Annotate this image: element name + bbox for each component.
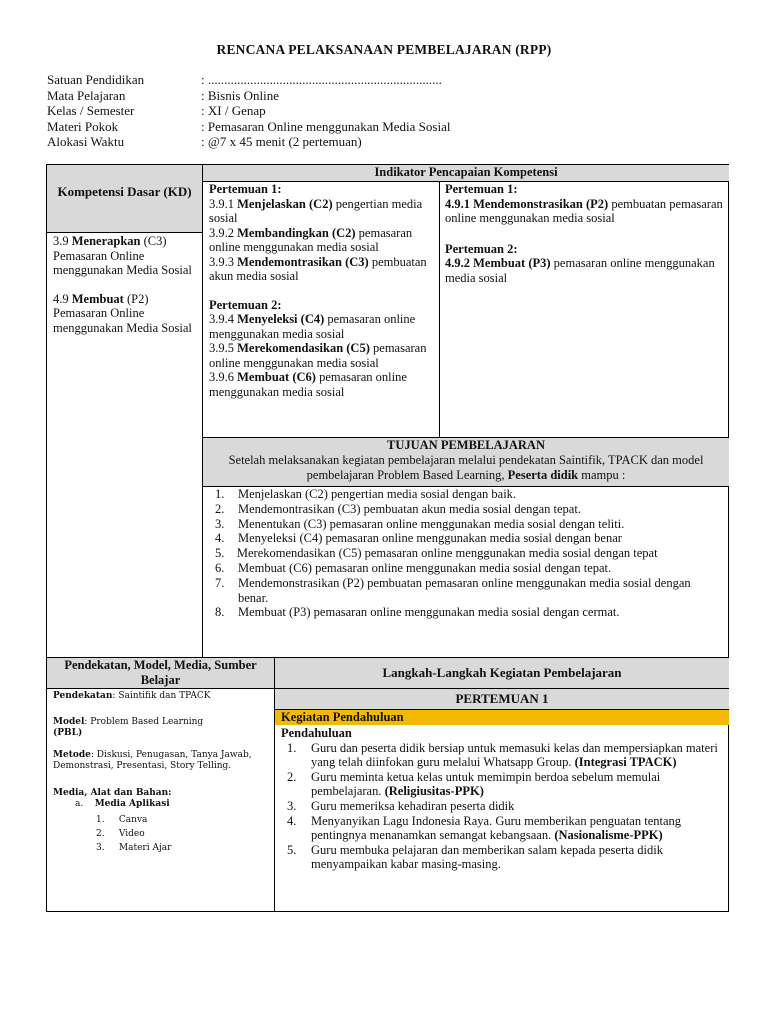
- kd-item: [53, 234, 198, 278]
- indicator-verb: Menjelaskan (C2): [237, 196, 333, 211]
- tujuan-item-text: Menjelaskan (C2) pengertian media sosial dengan baik.: [238, 487, 517, 501]
- indicator-text: pemasaran online menggunakan media sosial: [209, 225, 413, 254]
- pendekatan-label: Pendekatan: [53, 691, 113, 701]
- ipk-skill-column: [445, 182, 725, 285]
- step-tag: (Religiusitas-PPK): [384, 784, 484, 799]
- info-value: : @7 x 45 menit (2 pertemuan): [201, 134, 362, 149]
- step-item: 1. Guru dan peserta didik bersiap untuk memasuki kelas dan mempersiapkan materi yang telah diinfokan guru melalui Whatsapp Group. (Integrasi TPACK): [287, 740, 718, 770]
- meeting-2-title: Pertemuan 2:: [445, 241, 518, 256]
- info-label: Satuan Pendidikan: [47, 72, 145, 87]
- media-item: 1. Canva: [96, 815, 148, 825]
- steps-header: [275, 658, 729, 688]
- indicator-verb: Membuat (C6): [237, 370, 316, 384]
- metode-line: [53, 750, 271, 772]
- kd-list: [53, 234, 198, 335]
- indicator-text: pemasaran online menggunakan media sosial: [209, 341, 427, 370]
- info-row: [47, 134, 450, 150]
- info-value: : Bisnis Online: [201, 87, 280, 103]
- indicator-number: 4.9.1: [445, 196, 474, 211]
- tujuan-item: 5. Merekomendasikan (C5) pemasaran online menggunakan media sosial dengan tepat: [215, 546, 658, 561]
- indicator-item: [209, 341, 435, 370]
- tujuan-item: 1. Menjelaskan (C2) pengertian media sosial dengan baik.: [215, 487, 517, 501]
- info-label: Materi Pokok: [47, 118, 119, 134]
- indicator-item: [445, 197, 725, 226]
- kd-verb: Menerapkan: [71, 234, 141, 248]
- kd-header-label: Kompetensi Dasar (KD): [57, 184, 192, 199]
- indicator-text: pembuatan akun media sosial: [209, 254, 427, 283]
- step-item: 2. Guru meminta ketua kelas untuk memimpin berdoa sebelum memulai pembelajaran. (Religiusitas-PPK): [287, 769, 661, 799]
- opening-steps: [281, 726, 721, 872]
- indicator-verb: Merekomendasikan (C5): [237, 341, 370, 355]
- kd-level: (C3): [140, 234, 167, 248]
- indicator-number: 3.9.2: [209, 225, 238, 240]
- info-row: [47, 88, 450, 104]
- tujuan-item-text: Mendemonstrasikan (P2) pembuatan pemasaran online menggunakan media sosial dengan benar.: [238, 575, 691, 605]
- kd-number: 3.9: [53, 234, 72, 248]
- indicator-text: pengertian media sosial: [209, 196, 423, 225]
- step-text: Guru membuka pelajaran dan memberikan salam kepada peserta didik menyampaikan kabar masing-masing.: [311, 842, 663, 872]
- document-title: RENCANA PELAKSANAAN PEMBELAJARAN (RPP): [216, 42, 552, 57]
- info-label: Mata Pelajaran: [47, 87, 126, 103]
- media-sub: [53, 799, 271, 810]
- step-text: Guru memeriksa kehadiran peserta didik: [311, 798, 515, 813]
- indicator-number: 3.9.3: [209, 254, 238, 269]
- indicator-verb: Mendemontrasikan (C3): [237, 254, 369, 269]
- model-abbr: (PBL): [53, 728, 83, 738]
- step-item: 3. Guru memeriksa kehadiran peserta didik: [287, 798, 515, 813]
- ipk-header: [203, 165, 729, 181]
- media-sub-marker: a.: [75, 799, 84, 809]
- indicator-number: 4.9.2: [445, 256, 474, 270]
- indicator-number: 3.9.5: [209, 341, 238, 355]
- indicator-item: [209, 370, 435, 399]
- tujuan-item-text: Menyeleksi (C4) pemasaran online menggunakan media sosial dengan benar: [238, 531, 622, 546]
- method-details: [53, 691, 271, 855]
- pendekatan-line: [53, 691, 271, 702]
- indicator-number: 3.9.6: [209, 370, 238, 384]
- info-value: : ........................................................................: [201, 72, 442, 87]
- info-label: Kelas / Semester: [47, 103, 135, 118]
- kd-header: [47, 165, 202, 232]
- info-value: : XI / Genap: [201, 103, 266, 118]
- indicator-text: pemasaran online menggunakan media sosial: [445, 256, 715, 285]
- pendekatan-value: : Saintifik dan TPACK: [112, 691, 211, 701]
- media-item-label: Canva: [118, 815, 148, 825]
- indicator-item: [209, 312, 435, 341]
- metode-label: Metode: [53, 750, 91, 760]
- model-value: : Problem Based Learning: [84, 717, 204, 727]
- tujuan-intro-end: mampu :: [578, 468, 626, 482]
- indicator-item: [445, 256, 725, 285]
- media-item: 3. Materi Ajar: [96, 843, 172, 853]
- step-text: Guru meminta ketua kelas untuk memimpin berdoa sebelum memulai pembelajaran.: [311, 769, 661, 799]
- ipk-header-label: Indikator Pencapaian Kompetensi: [374, 165, 558, 179]
- media-item: 2. Video: [96, 829, 145, 839]
- indicator-text: pemasaran online menggunakan media sosial: [209, 312, 416, 341]
- meeting-header: [275, 689, 729, 709]
- media-label: Media, Alat dan Bahan:: [53, 788, 172, 798]
- pendahuluan-subtitle: Pendahuluan: [281, 726, 352, 740]
- opening-activity-bar: [275, 710, 729, 725]
- kd-number: 4.9: [53, 291, 72, 306]
- info-label: Alokasi Waktu: [47, 134, 125, 149]
- tujuan-item: 2. Mendemontrasikan (C3) pembuatan akun media sosial dengan tepat.: [215, 501, 581, 516]
- tujuan-item-text: Merekomendasikan (C5) pemasaran online menggunakan media sosial dengan tepat: [236, 546, 658, 561]
- info-row: [47, 103, 450, 119]
- kd-item: [53, 292, 198, 336]
- tujuan-intro-bold: Peserta didik: [507, 468, 579, 482]
- tujuan-header: [203, 438, 729, 486]
- indicator-text: pembuatan pemasaran online menggunakan media sosial: [445, 196, 723, 225]
- indicator-verb: Menyeleksi (C4): [237, 312, 325, 326]
- metode-value: : Diskusi, Penugasan, Tanya Jawab, Demonstrasi, Presentasi, Story Telling.: [53, 750, 252, 771]
- info-row: [47, 72, 450, 88]
- indicator-item: [209, 226, 435, 255]
- tujuan-item-text: Mendemontrasikan (C3) pembuatan akun media sosial dengan tepat.: [238, 501, 581, 516]
- method-header: [47, 658, 274, 688]
- tujuan-item-text: Membuat (C6) pemasaran online menggunakan media sosial dengan tepat.: [238, 560, 612, 575]
- meeting-1-title: Pertemuan 1:: [445, 182, 518, 196]
- step-text: Menyanyikan Lagu Indonesia Raya. Guru memberikan penguatan tentang pentingnya menanamkan semangat kebangsaan.: [311, 813, 682, 843]
- indicator-item: [209, 197, 435, 226]
- opening-activity-label: Kegiatan Pendahuluan: [281, 710, 404, 724]
- step-item: 4. Menyanyikan Lagu Indonesia Raya. Guru memberikan penguatan tentang pentingnya menanamkan semangat kebangsaan. (Nasionalisme-PPK): [287, 813, 682, 843]
- tujuan-intro: [211, 453, 721, 483]
- step-text: Guru dan peserta didik bersiap untuk memasuki kelas dan mempersiapkan materi yang telah diinfokan guru melalui Whatsapp Group.: [311, 740, 718, 770]
- tujuan-item: 4. Menyeleksi (C4) pemasaran online menggunakan media sosial dengan benar: [215, 531, 622, 546]
- indicator-verb: Membuat (P3): [473, 256, 551, 270]
- tujuan-item-text: Menentukan (C3) pemasaran online menggunakan media sosial dengan teliti.: [238, 516, 625, 531]
- tujuan-item: 6. Membuat (C6) pemasaran online menggunakan media sosial dengan tepat.: [215, 560, 612, 575]
- indicator-number: 3.9.1: [209, 196, 238, 211]
- media-item-label: Materi Ajar: [118, 843, 172, 853]
- tujuan-item: 3. Menentukan (C3) pemasaran online menggunakan media sosial dengan teliti.: [215, 516, 625, 531]
- kd-text: Pemasaran Online menggunakan Media Sosial: [53, 248, 192, 277]
- method-header-label: Pendekatan, Model, Media, Sumber Belajar: [64, 658, 257, 687]
- info-row: [47, 119, 450, 135]
- kd-verb: Membuat: [71, 291, 124, 306]
- tujuan-list: [209, 487, 723, 620]
- model-label: Model: [53, 717, 85, 727]
- indicator-item: [209, 255, 435, 284]
- tujuan-item: 7. Mendemonstrasikan (P2) pembuatan pemasaran online menggunakan media sosial dengan benar.: [215, 575, 691, 605]
- meeting-2-title: Pertemuan 2:: [209, 297, 282, 312]
- meeting-1-title: Pertemuan 1:: [209, 182, 282, 196]
- indicator-text: pemasaran online menggunakan media sosial: [209, 370, 407, 399]
- kd-level: (P2): [123, 291, 149, 306]
- info-value: : Pemasaran Online menggunakan Media Sosial: [201, 118, 451, 134]
- step-item: 5. Guru membuka pelajaran dan memberikan salam kepada peserta didik menyampaikan kabar masing-masing.: [287, 842, 663, 872]
- kd-text: Pemasaran Online menggunakan Media Sosial: [53, 306, 192, 335]
- indicator-verb: Membandingkan (C2): [237, 225, 356, 240]
- indicator-number: 3.9.4: [209, 312, 238, 326]
- steps-header-label: Langkah-Langkah Kegiatan Pembelajaran: [382, 665, 622, 680]
- info-block: [47, 72, 450, 150]
- indicator-verb: Mendemonstrasikan (P2): [473, 196, 609, 211]
- tujuan-item: 8. Membuat (P3) pemasaran online menggunakan media sosial dengan cermat.: [215, 605, 620, 620]
- media-sub-label: Media Aplikasi: [94, 799, 170, 809]
- tujuan-title: TUJUAN PEMBELAJARAN: [387, 438, 545, 452]
- meeting-header-label: PERTEMUAN 1: [455, 691, 549, 706]
- ipk-knowledge-column: [209, 182, 435, 399]
- step-tag: (Integrasi TPACK): [574, 755, 677, 770]
- tujuan-intro-text: Setelah melaksanakan kegiatan pembelajaran melalui pendekatan Saintifik, TPACK dan model pembelajaran Problem Based Learning,: [228, 453, 704, 482]
- media-item-label: Video: [118, 829, 145, 839]
- step-tag: (Nasionalisme-PPK): [554, 828, 663, 843]
- model-line: [53, 717, 271, 728]
- tujuan-item-text: Membuat (P3) pemasaran online menggunakan media sosial dengan cermat.: [238, 605, 620, 620]
